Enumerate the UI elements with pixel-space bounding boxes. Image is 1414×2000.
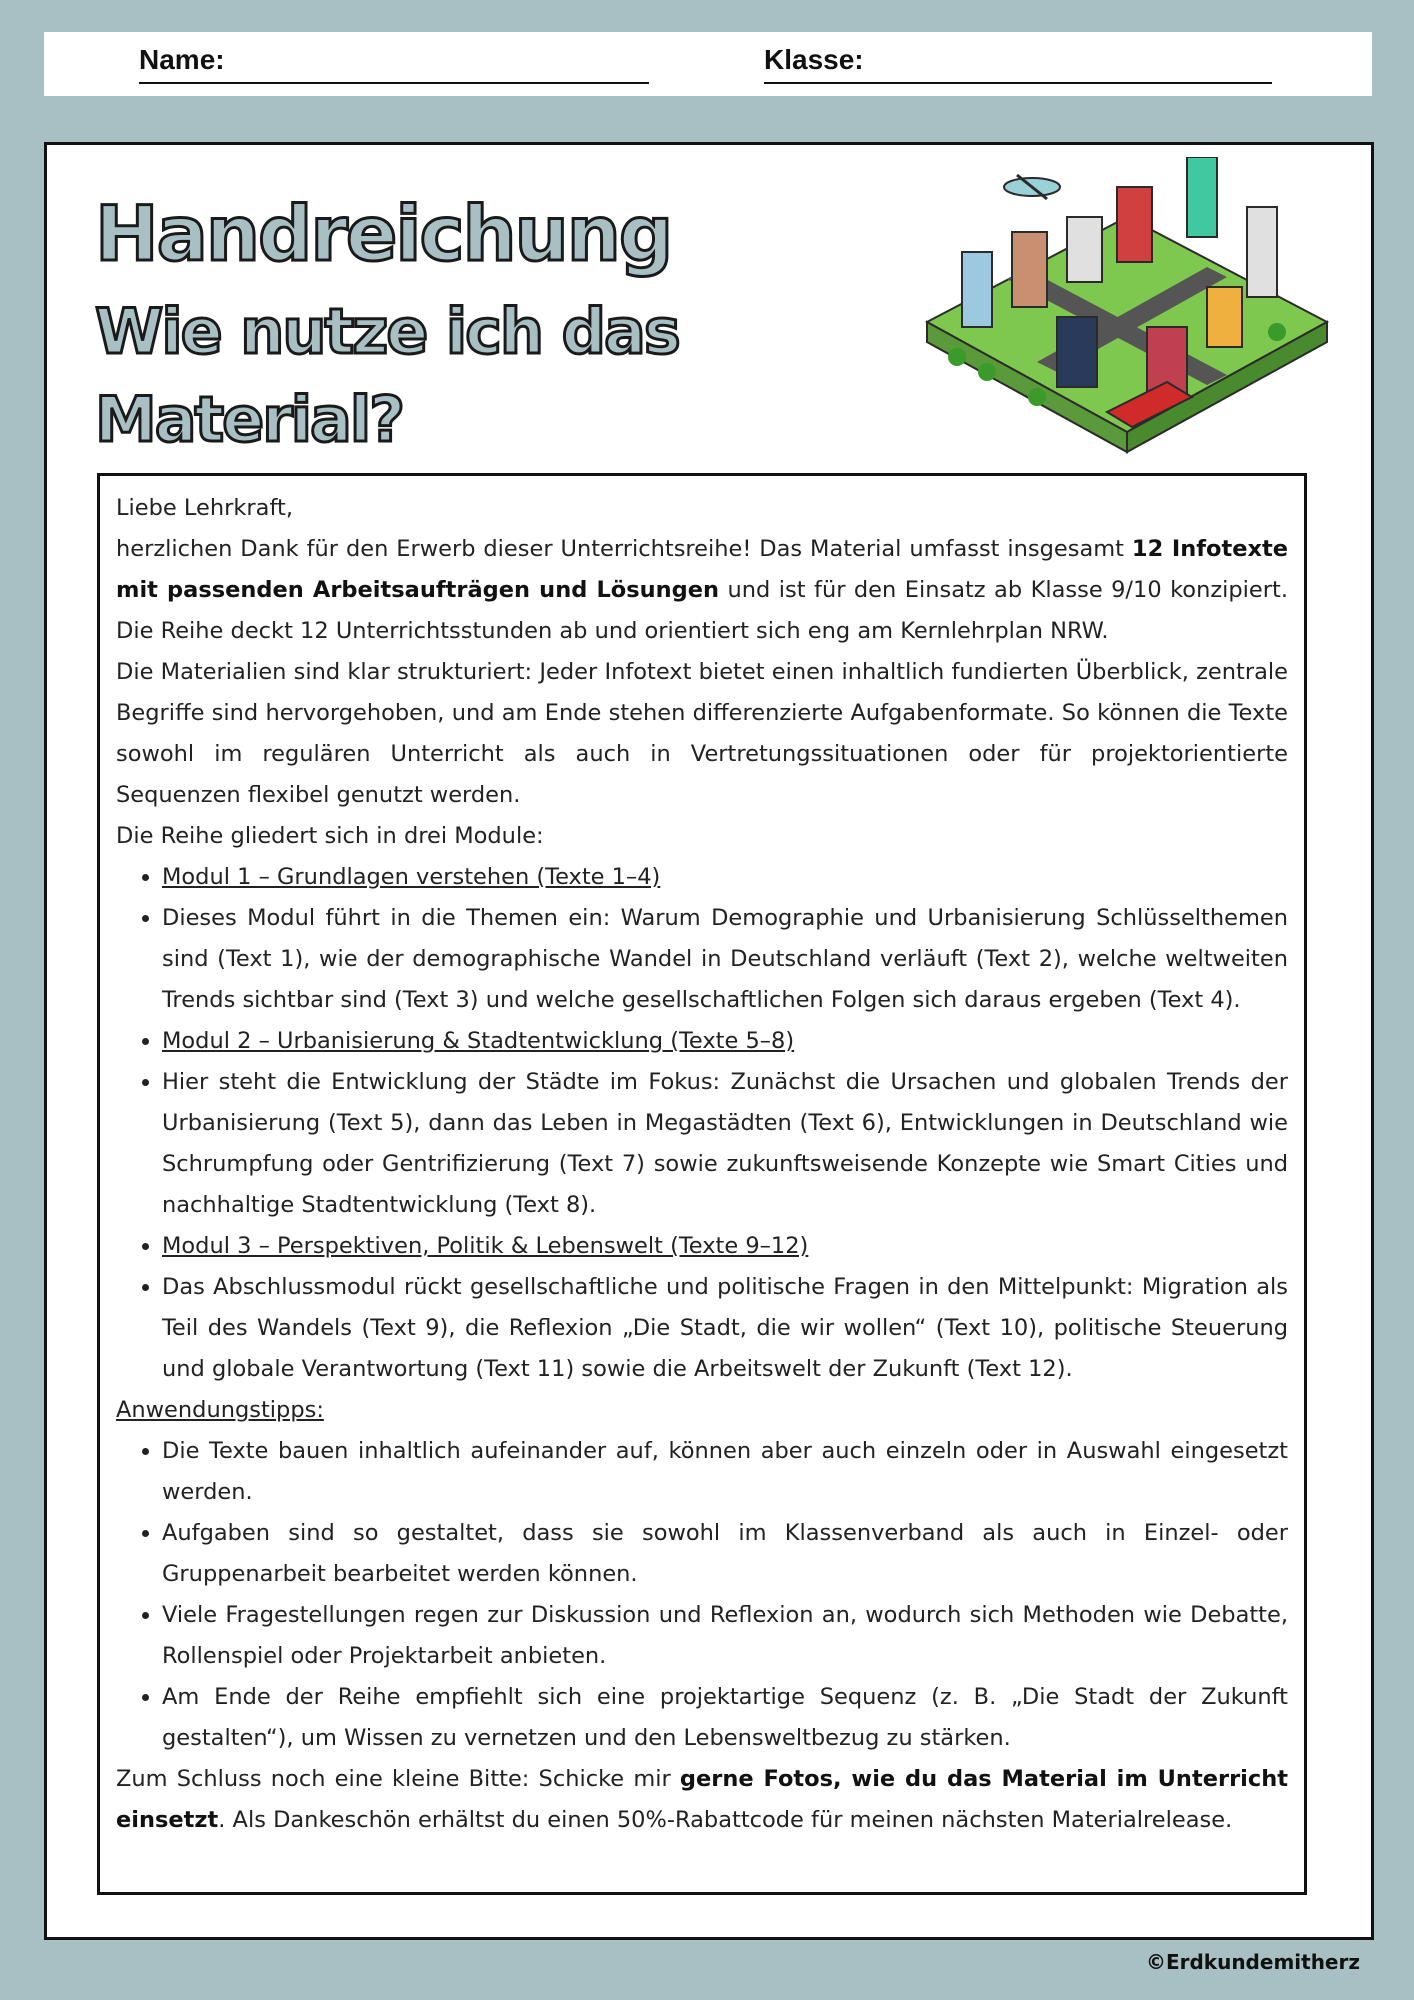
worksheet-page	[44, 142, 1374, 1940]
tip-item: • Viele Fragestellungen regen zur Diskussion und Reflexion an, wodurch sich Methoden wie Debatte, Rollenspiel oder Projektarbeit anbieten.	[162, 1595, 1288, 1677]
module-2-title: • Modul 2 – Urbanisierung & Stadtentwicklung (Texte 5–8)	[162, 1021, 1288, 1062]
tip-item: • Aufgaben sind so gestaltet, dass sie sowohl im Klassenverband als auch in Einzel- oder Gruppenarbeit bearbeitet werden können.	[162, 1513, 1288, 1595]
instructions-box	[97, 473, 1307, 1895]
structure-paragraph: Die Materialien sind klar strukturiert: Jeder Infotext bietet einen inhaltlich fundierten Überblick, zentrale Begriffe sind hervorgehoben, und am Ende stehen differenzierte Aufgabenformate. So können die Texte sowohl im regulären Unterricht als auch in Vertretungssituationen oder für projektorientierte Sequenzen flexibel genutzt werden.	[116, 659, 1288, 808]
title-line-3: Material?	[95, 383, 404, 456]
title-line-2: Wie nutze ich das	[95, 295, 679, 368]
name-label: Name:	[139, 44, 225, 75]
class-label: Klasse:	[764, 44, 864, 75]
greeting: Liebe Lehrkraft,	[116, 495, 293, 521]
name-line	[139, 82, 649, 84]
tips-heading: Anwendungstipps:	[116, 1397, 324, 1423]
closing-paragraph: Zum Schluss noch eine kleine Bitte: Schicke mir gerne Fotos, wie du das Material im Unterricht einsetzt. Als Dankeschön erhältst du einen 50%-Rabattcode für meinen nächsten Materialrelease.	[116, 1766, 1288, 1833]
module-3-title: • Modul 3 – Perspektiven, Politik & Lebenswelt (Texte 9–12)	[162, 1226, 1288, 1267]
tip-item: • Die Texte bauen inhaltlich aufeinander auf, können aber auch einzeln oder in Auswahl eingesetzt werden.	[162, 1431, 1288, 1513]
module-3-text: • Das Abschlussmodul rückt gesellschaftliche und politische Fragen in den Mittelpunkt: Migration als Teil des Wandels (Text 9), die Reflexion „Die Stadt, die wir wollen“ (Text 10), politische Steuerung und globale Verantwortung (Text 11) sowie die Arbeitswelt der Zukunft (Text 12).	[162, 1267, 1288, 1390]
copyright-footer: ©Erdkundemitherz	[1145, 1950, 1360, 1974]
intro-paragraph: herzlichen Dank für den Erwerb dieser Unterrichtsreihe! Das Material umfasst insgesamt 12 Infotexte mit passenden Arbeitsaufträgen und Lösungen und ist für den Einsatz ab Klasse 9/10 konzipiert. Die Reihe deckt 12 Unterrichtsstunden ab und orientiert sich eng am Kernlehrplan NRW.	[116, 536, 1288, 644]
name-class-header	[44, 32, 1372, 96]
module-1-title: • Modul 1 – Grundlagen verstehen (Texte 1–4)	[162, 857, 1288, 898]
modules-list	[116, 857, 1288, 1390]
modules-intro: Die Reihe gliedert sich in drei Module:	[116, 823, 544, 849]
class-line	[764, 82, 1272, 84]
module-2-text: • Hier steht die Entwicklung der Städte im Fokus: Zunächst die Ursachen und globalen Trends der Urbanisierung (Text 5), dann das Leben in Megastädten (Text 6), Entwicklungen in Deutschland wie Schrumpfung oder Gentrifizierung (Text 7) sowie zukunftsweisende Konzepte wie Smart Cities und nachhaltige Stadtentwicklung (Text 8).	[162, 1062, 1288, 1226]
tips-list	[116, 1431, 1288, 1759]
module-1-text: • Dieses Modul führt in die Themen ein: Warum Demographie und Urbanisierung Schlüsselthemen sind (Text 1), wie der demographische Wandel in Deutschland verläuft (Text 2), welche weltweiten Trends sichtbar sind (Text 3) und welche gesellschaftlichen Folgen sich daraus ergeben (Text 4).	[162, 898, 1288, 1021]
tip-item: • Am Ende der Reihe empfiehlt sich eine projektartige Sequenz (z. B. „Die Stadt der Zukunft gestalten“), um Wissen zu vernetzen und den Lebensweltbezug zu stärken.	[162, 1677, 1288, 1759]
isometric-city-icon	[917, 157, 1337, 477]
title-line-1: Handreichung	[95, 189, 672, 278]
